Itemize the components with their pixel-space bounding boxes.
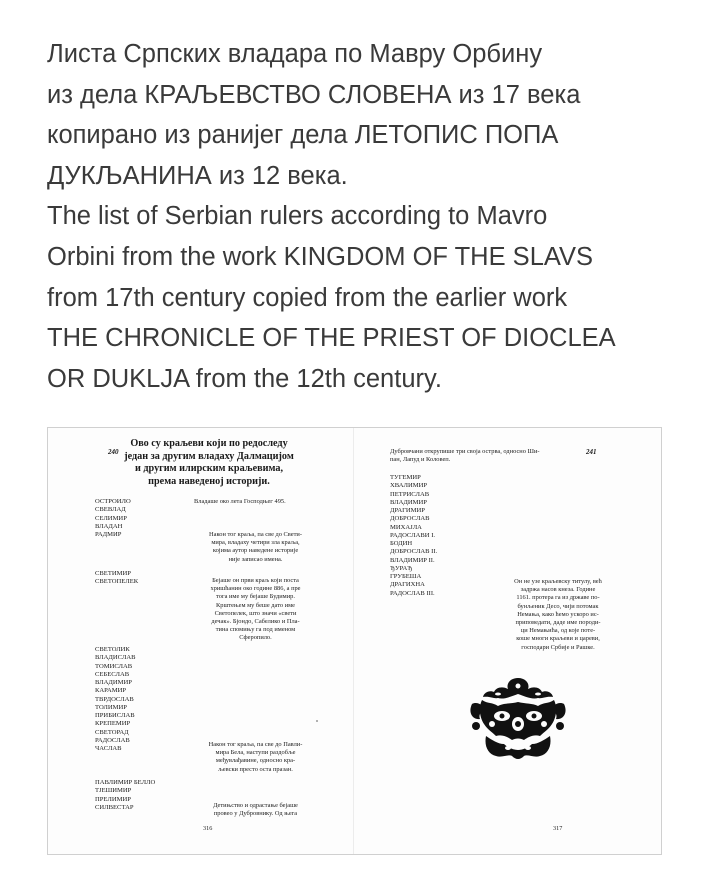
ruler-name: ЂУРАЂ <box>390 564 413 572</box>
ruler-name: ВЛАДАН <box>95 522 123 530</box>
heading-line: Ово су краљеви који по редоследу <box>130 438 288 449</box>
note-line: Владаше око лета Господњег 495. <box>194 498 286 505</box>
ruler-name: ГРУБЕША <box>390 573 422 580</box>
ruler-names-group <box>95 498 131 539</box>
ruler-name: СВЕТОЛИК <box>95 646 130 653</box>
ruler-name: СЕБЕСЛАВ <box>95 670 130 678</box>
note-line: 1161. протера га из државе по- <box>516 594 600 602</box>
note-line: коше многи краљеви и цареви, <box>516 635 600 643</box>
heading-line: и другим илирским краљевима, <box>134 463 284 475</box>
ruler-name: ПРЕЛИМИР <box>95 795 131 803</box>
caption-line: из дела КРАЉЕВСТВО СЛОВЕНА из 17 века <box>47 80 581 109</box>
page-gutter <box>353 428 354 854</box>
note-line: провео у Дубровнику. Од њега <box>213 810 298 818</box>
note-line: тина спомињу га под именом <box>215 626 296 634</box>
baroque-ornament <box>468 674 568 760</box>
ruler-note <box>194 498 286 506</box>
note-line: бунљеник Десо, чији потомак <box>517 602 599 610</box>
right-page <box>358 428 662 854</box>
note-line: мира, владаху четири зла краља, <box>211 539 300 547</box>
caption-line: копирано из ранијег дела ЛЕТОПИС ПОПА <box>47 121 559 150</box>
ruler-name: ВЛАДИМИР II. <box>390 556 435 564</box>
ruler-name: МИХАЈЛА <box>390 523 422 531</box>
page-number-bottom: 317 <box>553 825 563 832</box>
ruler-names-group <box>95 570 138 587</box>
ruler-name: ДРАГИМИР <box>390 507 425 514</box>
heading-line: према наведеној историји. <box>148 475 270 487</box>
ruler-names-group <box>95 779 155 812</box>
ruler-name: БОДИН <box>390 540 413 547</box>
ruler-name: СВЕТИМИР <box>95 570 131 577</box>
ruler-name: ВЛАДИМИР <box>95 679 132 686</box>
note-line: Немања, како ћемо ускоро ис- <box>517 610 599 618</box>
caption-line: OR DUKLJA from the 12th century. <box>47 364 442 393</box>
caption-line: Orbini from the work KINGDOM OF THE SLAVS <box>47 242 594 271</box>
note-line: дечак». Бјондо, Сабелико и Пла- <box>211 618 300 626</box>
ruler-name: СВЕТОПЕЛЕК <box>95 578 139 586</box>
caption-line: from 17th century copied from the earlier work <box>47 283 568 312</box>
ruler-name: ОСТРОИЛО <box>95 498 131 505</box>
ruler-name: ПЕТРИСЛАВ <box>390 490 430 498</box>
note-line: хришћанин око године 886, а пре <box>210 585 301 593</box>
page-number-top: 241 <box>586 448 597 456</box>
ruler-name: ПРИБИСЛАВ <box>95 712 135 719</box>
ruler-name: ТУГЕМИР <box>390 474 421 481</box>
heading-line: један за другим владаху Далмацијом <box>124 450 294 462</box>
ruler-name: РАДМИР <box>95 531 122 538</box>
note-line: тога име му беjаше Будимир. <box>216 593 295 601</box>
ruler-note <box>188 741 323 774</box>
note-line: приповедати, даде име породи- <box>515 619 601 627</box>
note-line: није записао имена. <box>228 555 283 563</box>
ruler-name: СВЕТОРАД <box>95 728 129 736</box>
ruler-names-group <box>95 646 136 753</box>
ruler-name: ДОБРОСЛАВ <box>390 515 430 523</box>
ruler-names-group <box>390 474 437 598</box>
note-line: Крштењем му беше дато име <box>215 601 296 609</box>
ruler-name: ТВРДОСЛАВ <box>95 695 134 703</box>
note-line: Светопелек, што значи «свети <box>214 609 297 617</box>
speck-mark <box>316 720 318 722</box>
ruler-name: РАДОСЛАВИ I. <box>390 531 436 539</box>
ruler-name: ЧАСЛАВ <box>95 745 122 752</box>
ruler-name: СВЕВЛАД <box>95 506 126 514</box>
book-scan <box>47 427 662 855</box>
intro-line: Дубровчани открупише три своја острва, односно Ши- <box>390 448 540 455</box>
ruler-name: СИЛВЕСТАР <box>95 803 134 811</box>
note-line: Беjаше он први краљ који поста <box>212 577 299 584</box>
note-line: мира Бела, наступи раздобље <box>215 749 296 757</box>
ruler-name: РАДОСЛАВ <box>95 736 130 744</box>
ruler-name: ТОЛИМИР <box>95 703 127 711</box>
note-line: Он не узе краљевску титулу, већ <box>514 578 602 585</box>
caption-line: ДУКЉАНИНА из 12 века. <box>47 161 348 190</box>
note-line: задржа насов кнеза. Године <box>520 586 596 594</box>
note-line: међувлађавине, односно кра- <box>215 757 296 765</box>
ruler-name: КАРАМИР <box>95 687 127 695</box>
ruler-name: ТОМИСЛАВ <box>95 662 133 670</box>
ruler-note <box>188 531 323 564</box>
caption-line: Листа Српских владара по Мавру Орбину <box>47 40 543 68</box>
ruler-name: ХВАЛИМИР <box>390 482 428 490</box>
note-line: господари Србије и Рашке. <box>521 643 595 651</box>
note-line: Након тог краља, па све до Свети- <box>209 531 302 538</box>
ruler-name: ВЛАДИМИР <box>390 498 427 506</box>
ruler-note <box>188 577 323 643</box>
note-line: ци Немањића, од које потe- <box>520 627 596 635</box>
ruler-name: ПАВЛИМИР БЕЛЛО <box>95 779 156 786</box>
ruler-name: ДРАГИХНА <box>390 581 425 589</box>
intro-text <box>390 448 540 464</box>
ruler-note <box>188 802 323 818</box>
left-page <box>48 428 353 854</box>
ruler-name: ДОБРОСЛАВ II. <box>390 548 438 556</box>
page-heading <box>84 438 334 488</box>
note-line: Детињство и одрастање беjаше <box>213 802 298 809</box>
ruler-name: КРЕПЕМИР <box>95 720 131 728</box>
ruler-name: РАДОСЛАВ III. <box>390 589 435 597</box>
caption-text <box>47 34 687 399</box>
intro-line: пан, Лапуд и Коловеп. <box>390 456 451 464</box>
note-line: којима аутор наведене историје <box>212 547 299 555</box>
note-line: љевски престо оста празан. <box>218 765 293 773</box>
note-line: Сферопило. <box>239 634 272 642</box>
page-number-top: 240 <box>108 448 119 456</box>
page-number-bottom: 316 <box>203 825 213 832</box>
ruler-note <box>488 578 628 652</box>
caption-line: The list of Serbian rulers according to Mavro <box>47 202 548 231</box>
ruler-name: ВЛАДИСЛАВ <box>95 654 136 662</box>
ruler-name: ТЈЕШИМИР <box>95 787 132 795</box>
ruler-name: СЕЛИМИР <box>95 514 127 522</box>
note-line: Након тог краља, па све до Павли- <box>208 741 303 748</box>
caption-line: THE CHRONICLE OF THE PRIEST OF DIOCLEA <box>47 324 616 353</box>
